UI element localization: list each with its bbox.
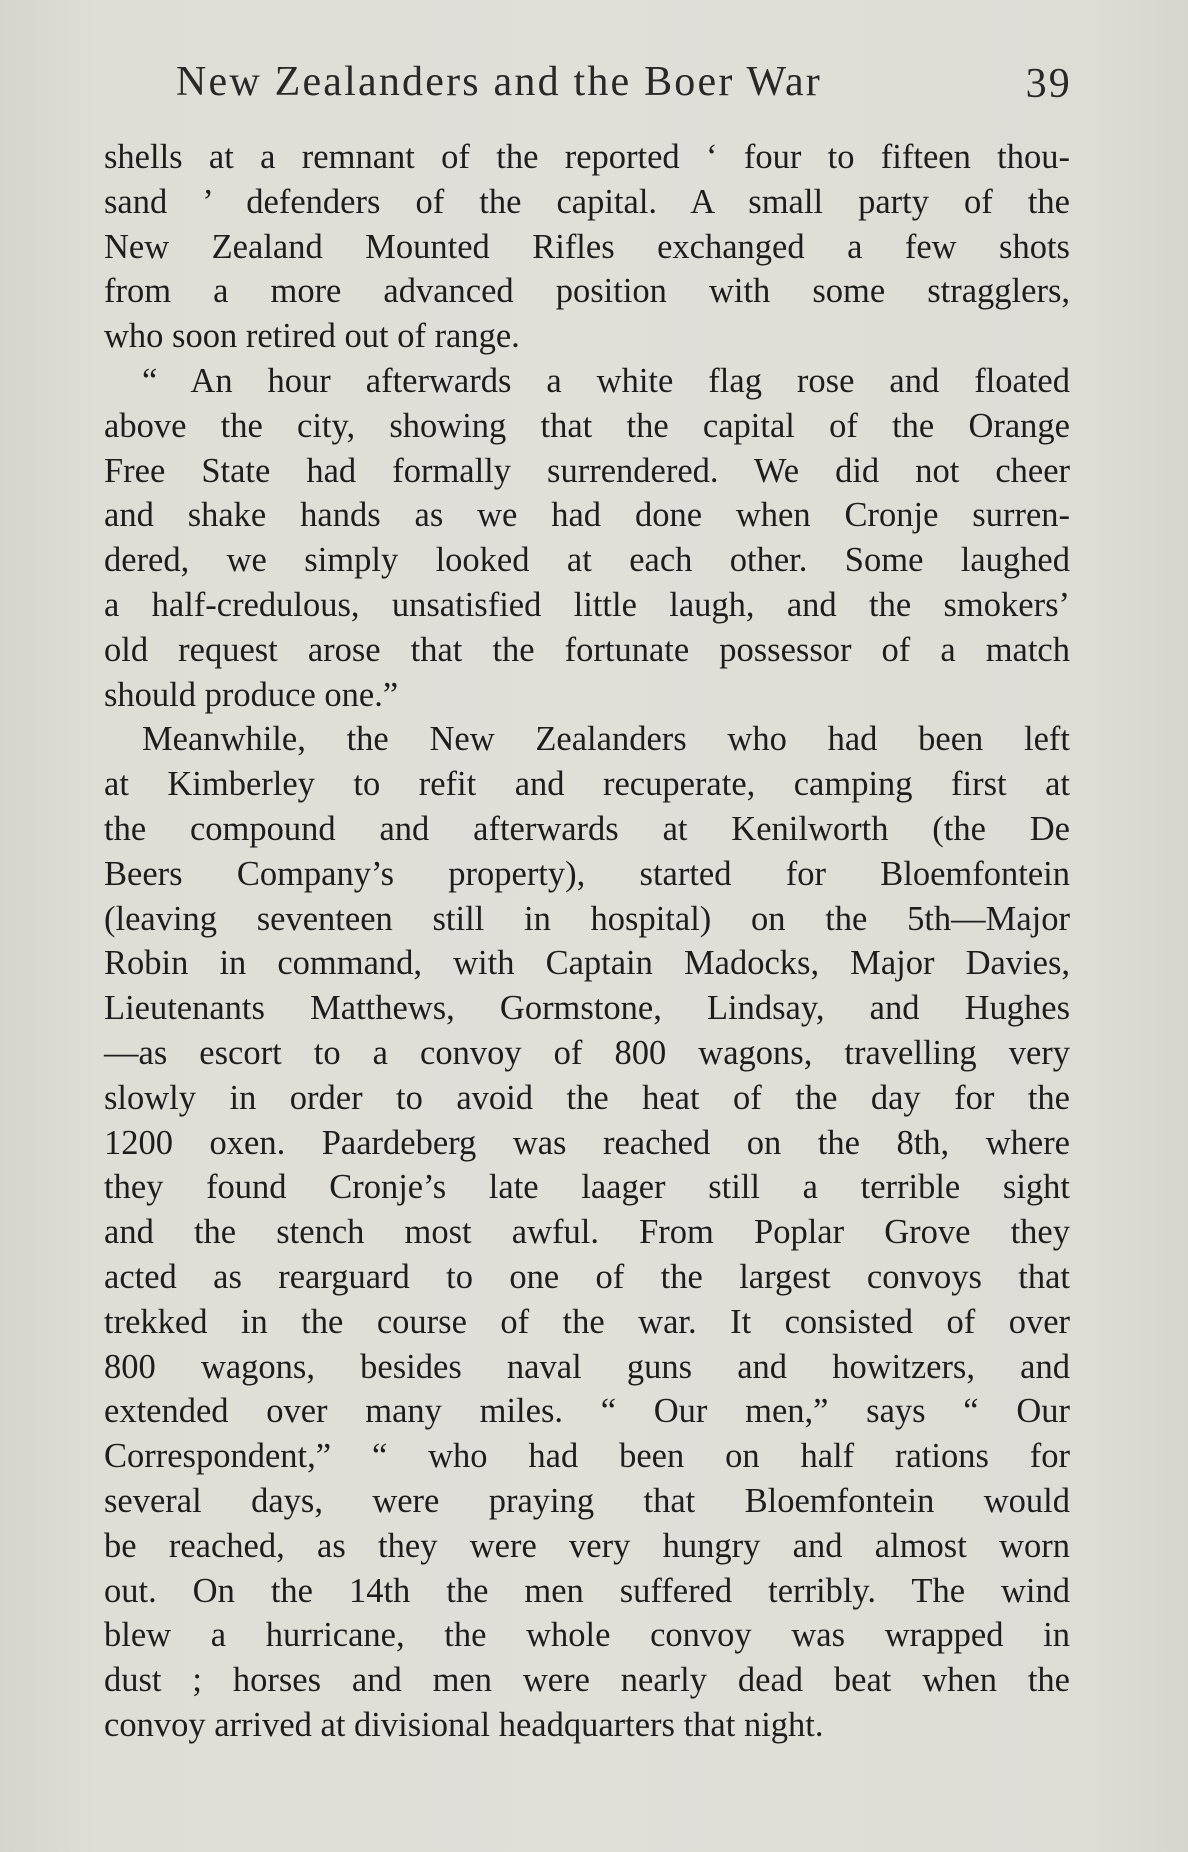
- text-line: should produce one.”: [104, 675, 399, 714]
- text-line: Lieutenants Matthews, Gormstone, Lindsay, and Hughes: [104, 989, 1070, 1028]
- text-line: Robin in command, with Captain Madocks, Major Davies,: [104, 944, 1070, 983]
- text-line: at Kimberley to refit and recuperate, camping first at: [104, 765, 1070, 804]
- text-line: they found Cronje’s late laager still a terrible sight: [104, 1168, 1070, 1207]
- text-line: slowly in order to avoid the heat of the day for the: [104, 1078, 1070, 1117]
- text-line: (leaving seventeen still in hospital) on the 5th—Major: [104, 899, 1070, 938]
- text-line: above the city, showing that the capital of the Orange: [104, 406, 1070, 445]
- text-line: shells at a remnant of the reported ‘ four to fifteen thou-: [104, 138, 1070, 176]
- text-line: trekked in the course of the war. It consisted of over: [104, 1302, 1070, 1341]
- text-line: 1200 oxen. Paardeberg was reached on the 8th, where: [104, 1123, 1070, 1162]
- text-line: and shake hands as we had done when Cronje surren-: [104, 496, 1070, 535]
- text-line: 800 wagons, besides naval guns and howitzers, and: [104, 1347, 1070, 1386]
- text-line: extended over many miles. “ Our men,” says “ Our: [104, 1392, 1070, 1431]
- text-line: dust ; horses and men were nearly dead beat when the: [104, 1661, 1070, 1700]
- text-line: sand ’ defenders of the capital. A small party of the: [104, 182, 1070, 221]
- page-number: 39: [1025, 61, 1072, 107]
- running-header: [176, 58, 1072, 118]
- text-line: Correspondent,” “ who had been on half rations for: [104, 1437, 1070, 1476]
- text-line: dered, we simply looked at each other. Some laughed: [104, 541, 1070, 580]
- body-text: [104, 135, 1070, 1748]
- text-line: Free State had formally surrendered. We did not cheer: [104, 451, 1070, 490]
- text-line: Meanwhile, the New Zealanders who had been left: [142, 720, 1070, 759]
- text-line: be reached, as they were very hungry and almost worn: [104, 1526, 1070, 1565]
- text-line: out. On the 14th the men suffered terribly. The wind: [104, 1571, 1070, 1610]
- text-line: —as escort to a convoy of 800 wagons, travelling very: [104, 1033, 1070, 1072]
- text-line: Beers Company’s property), started for Bloemfontein: [104, 854, 1070, 893]
- running-title: New Zealanders and the Boer War: [176, 59, 822, 105]
- text-line: acted as rearguard to one of the largest convoys that: [104, 1257, 1070, 1296]
- text-line: several days, were praying that Bloemfontein would: [104, 1481, 1070, 1520]
- text-line: from a more advanced position with some stragglers,: [104, 272, 1070, 311]
- text-line: who soon retired out of range.: [104, 317, 520, 356]
- text-line: convoy arrived at divisional headquarters that night.: [104, 1705, 824, 1744]
- text-line: “ An hour afterwards a white flag rose and floated: [142, 361, 1070, 400]
- text-line: blew a hurricane, the whole convoy was wrapped in: [104, 1616, 1070, 1655]
- text-line: a half-credulous, unsatisfied little laugh, and the smokers’: [104, 585, 1070, 624]
- text-line: the compound and afterwards at Kenilworth (the De: [104, 809, 1070, 848]
- text-line: old request arose that the fortunate possessor of a match: [104, 630, 1070, 669]
- text-line: and the stench most awful. From Poplar Grove they: [104, 1213, 1070, 1252]
- text-line: New Zealand Mounted Rifles exchanged a few shots: [104, 227, 1070, 266]
